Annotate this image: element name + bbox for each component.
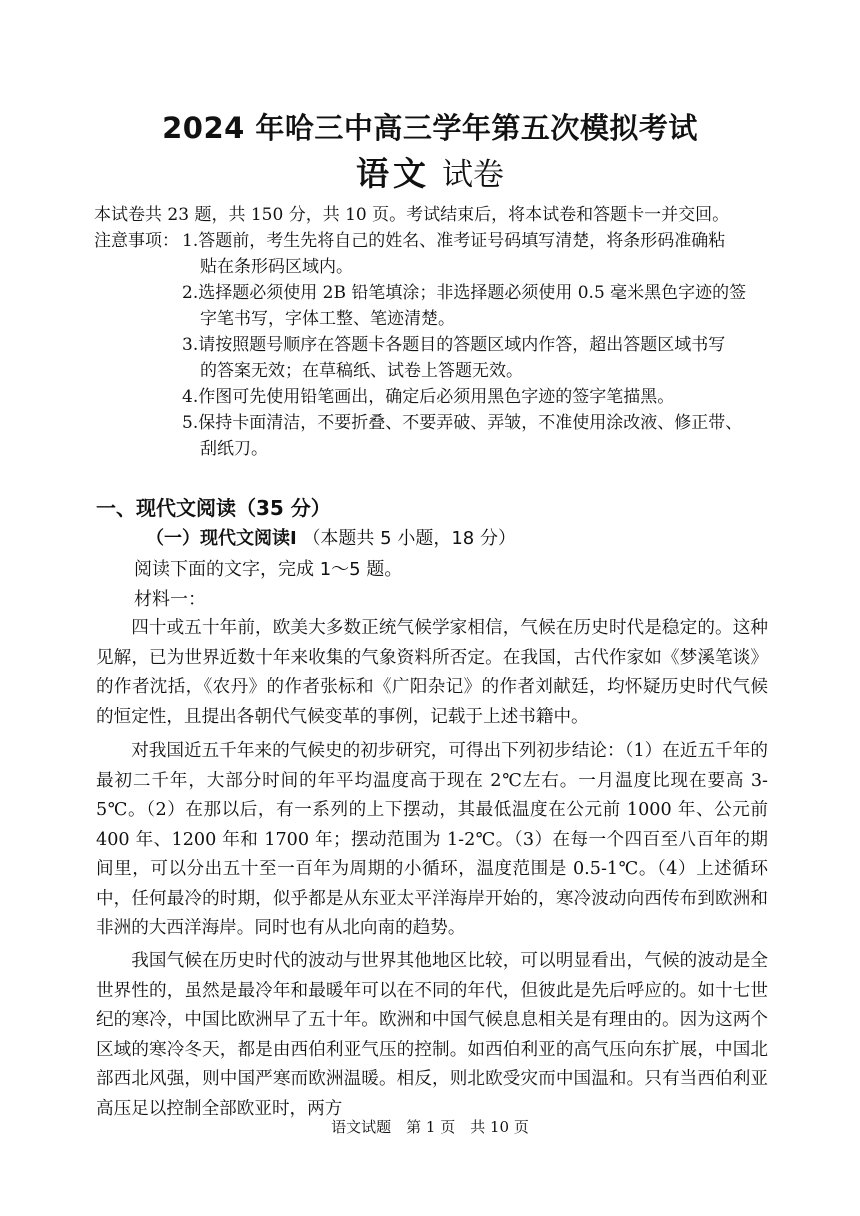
note-item-5-line1: 5.保持卡面清洁，不要折叠、不要弄破、弄皱，不准使用涂改液、修正带、 <box>182 413 743 433</box>
paragraph-3: 我国气候在历史时代的波动与世界其他地区比较，可以明显看出，气候的波动是全世界性的，虽然是最冷年和最暖年可以在不同的年代，但彼此是先后呼应的。如十七世纪的寒冷，中国比欧洲早了五十年。欧洲和中国气候息息相关是有理由的。因为这两个区域的寒冷冬天，都是由西伯利亚气压的控制。如西伯利亚的高气压向东扩展，中国北部西北风强，则中国严寒而欧洲温暖。相反，则北欧受灾而中国温和。只有当西伯利亚高压足以控制全部欧亚时，两方 <box>96 951 768 1119</box>
paragraph-2: 对我国近五千年来的气候史的初步研究，可得出下列初步结论：（1）在近五千年的最初二千年，大部分时间的年平均温度高于现在 2℃左右。一月温度比现在要高 3-5℃。（2）在那以后，有一系列的上下摆动，其最低温度在公元前 1000 年、公元前 400 年、1200 年和 1700 年；摆动范围为 1-2℃。（3）在每一个四百至八百年的期间里，可以分出五十至一百年为周期的小循环，温度范围是 0.5-1℃。（4）上述循环中，任何最冷的时期，似乎都是从东亚太平洋海岸开始的，寒冷波动向西传布到欧洲和非洲的大西洋海岸。同时也有从北向南的趋势。 <box>96 741 768 938</box>
exam-title: 2024 年哈三中高三学年第五次模拟考试 <box>162 111 698 145</box>
note-item-2-line1: 2.选择题必须使用 2B 铅笔填涂；非选择题必须使用 0.5 毫米黑色字迹的签 <box>182 283 747 303</box>
subsection-note: （本题共 5 小题，18 分） <box>302 528 516 549</box>
note-item-5-line2: 刮纸刀。 <box>200 439 268 459</box>
note-item-1-line2: 贴在条形码区域内。 <box>200 257 353 277</box>
note-item-3-line2: 的答案无效；在草稿纸、试卷上答题无效。 <box>200 361 523 381</box>
material-label: 材料一： <box>134 589 206 610</box>
exam-subject <box>0 148 860 195</box>
notes-label: 注意事项： <box>94 231 179 251</box>
subsection-heading <box>146 524 516 550</box>
subject-light-label: 试卷 <box>442 157 504 193</box>
page-footer: 语文试题 第 1 页 共 10 页 <box>331 1118 529 1136</box>
reading-instruction: 阅读下面的文字，完成 1～5 题。 <box>134 559 403 580</box>
subject-bold-label: 语文 <box>356 154 430 193</box>
subsection-title: （一）现代文阅读Ⅰ <box>146 528 297 549</box>
exam-overview: 本试卷共 23 题，共 150 分，共 10 页。考试结束后，将本试卷和答题卡一并交回。 <box>94 205 730 225</box>
note-item-3-line1: 3.请按照题号顺序在答题卡各题目的答题区域内作答，超出答题区域书写 <box>182 335 726 355</box>
note-item-2-line2: 字笔书写，字体工整、笔迹清楚。 <box>200 309 455 329</box>
note-item-1-line1: 1.答题前，考生先将自己的姓名、准考证号码填写清楚，将条形码准确粘 <box>182 231 726 251</box>
note-item-4-line1: 4.作图可先使用铅笔画出，确定后必须用黑色字迹的签字笔描黑。 <box>182 387 675 407</box>
section-heading: 一、现代文阅读（35 分） <box>96 496 331 520</box>
paragraph-1: 四十或五十年前，欧美大多数正统气候学家相信，气候在历史时代是稳定的。这种见解，已为世界近数十年来收集的气象资料所否定。在我国，古代作家如《梦溪笔谈》的作者沈括，《农丹》的作者张标和《广阳杂记》的作者刘献廷，均怀疑历史时代气候的恒定性，且提出各朝代气候变革的事例，记载于上述书籍中。 <box>96 618 768 727</box>
